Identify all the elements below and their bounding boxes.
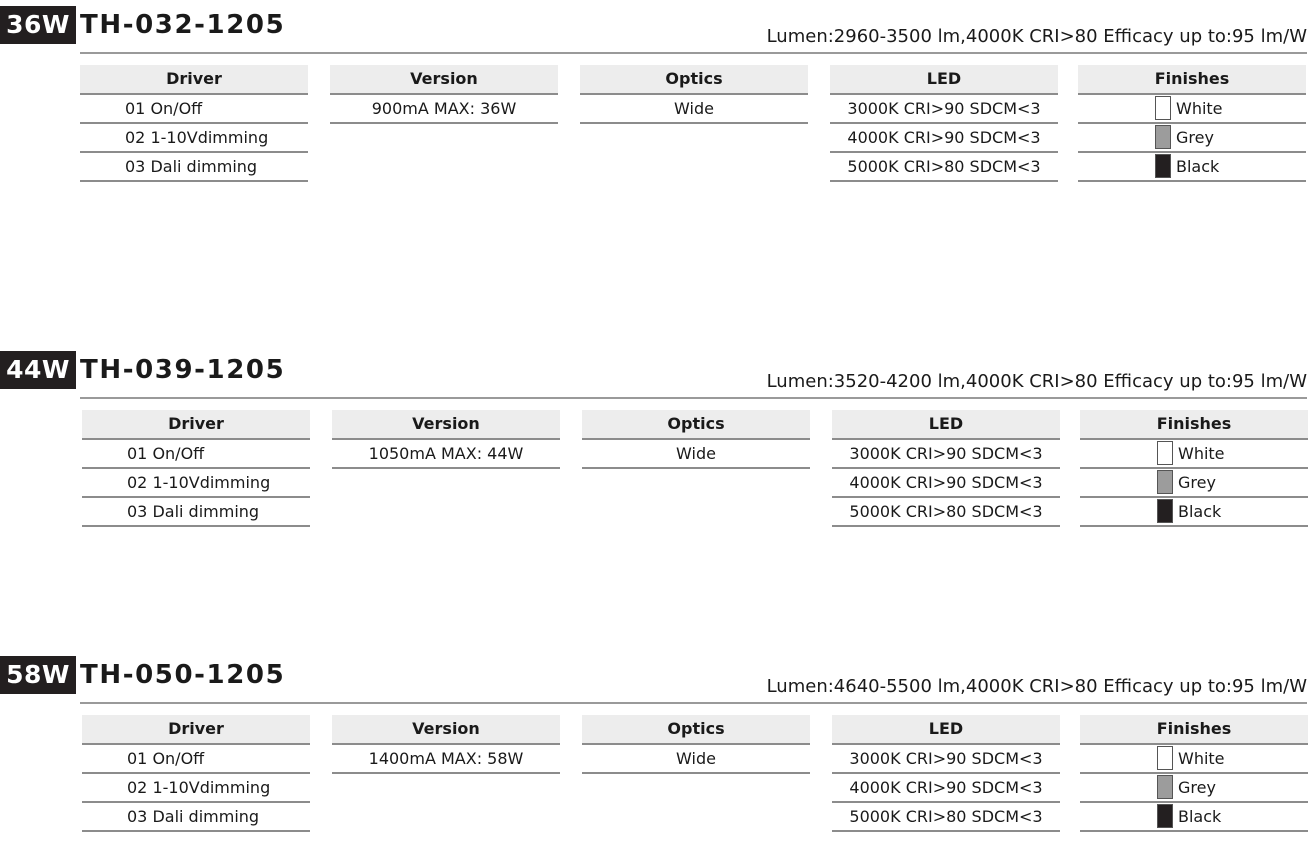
led-option: 5000K CRI>80 SDCM<3 bbox=[832, 803, 1060, 832]
grey-swatch-icon bbox=[1157, 470, 1173, 494]
power-badge: 44W bbox=[0, 351, 76, 389]
finish-label: Grey bbox=[1178, 778, 1216, 797]
version-column bbox=[332, 715, 560, 774]
led-option: 3000K CRI>90 SDCM<3 bbox=[832, 745, 1060, 774]
led-header: LED bbox=[830, 65, 1058, 95]
spec-section bbox=[0, 6, 1313, 196]
finishes-column bbox=[1080, 715, 1308, 832]
lumen-spec: Lumen:3520-4200 lm,4000K CRI>80 Efficacy up to:95 lm/W bbox=[766, 371, 1307, 392]
finish-label: Black bbox=[1178, 807, 1222, 826]
optics-header: Optics bbox=[580, 65, 808, 95]
title-divider bbox=[80, 52, 1307, 54]
optics-column bbox=[582, 715, 810, 774]
led-option: 5000K CRI>80 SDCM<3 bbox=[832, 498, 1060, 527]
finish-option bbox=[1080, 774, 1308, 803]
spec-section bbox=[0, 351, 1313, 541]
optics-value: Wide bbox=[580, 95, 808, 124]
grey-swatch-icon bbox=[1157, 775, 1173, 799]
finish-label: White bbox=[1178, 749, 1225, 768]
optics-value: Wide bbox=[582, 745, 810, 774]
driver-column bbox=[80, 65, 308, 182]
version-header: Version bbox=[330, 65, 558, 95]
spec-section bbox=[0, 656, 1313, 846]
finish-option bbox=[1080, 440, 1308, 469]
optics-column bbox=[582, 410, 810, 469]
led-column bbox=[832, 715, 1060, 832]
driver-header: Driver bbox=[80, 65, 308, 95]
driver-option: 03 Dali dimming bbox=[80, 153, 308, 182]
driver-header: Driver bbox=[82, 715, 310, 745]
white-swatch-icon bbox=[1155, 96, 1171, 120]
grey-swatch-icon bbox=[1155, 125, 1171, 149]
driver-option: 03 Dali dimming bbox=[82, 803, 310, 832]
model-number: TH-039-1205 bbox=[80, 355, 286, 385]
led-header: LED bbox=[832, 410, 1060, 440]
finish-label: Black bbox=[1178, 502, 1222, 521]
finish-option bbox=[1078, 95, 1306, 124]
lumen-spec: Lumen:2960-3500 lm,4000K CRI>80 Efficacy up to:95 lm/W bbox=[766, 26, 1307, 47]
led-option: 3000K CRI>90 SDCM<3 bbox=[830, 95, 1058, 124]
led-option: 5000K CRI>80 SDCM<3 bbox=[830, 153, 1058, 182]
led-column bbox=[832, 410, 1060, 527]
finish-option bbox=[1078, 153, 1306, 182]
finish-label: White bbox=[1178, 444, 1225, 463]
led-header: LED bbox=[832, 715, 1060, 745]
finishes-column bbox=[1080, 410, 1308, 527]
finish-label: Grey bbox=[1176, 128, 1214, 147]
optics-header: Optics bbox=[582, 410, 810, 440]
led-option: 4000K CRI>90 SDCM<3 bbox=[832, 469, 1060, 498]
white-swatch-icon bbox=[1157, 746, 1173, 770]
finish-option bbox=[1080, 498, 1308, 527]
driver-option: 01 On/Off bbox=[82, 745, 310, 774]
title-divider bbox=[80, 702, 1307, 704]
led-option: 3000K CRI>90 SDCM<3 bbox=[832, 440, 1060, 469]
optics-value: Wide bbox=[582, 440, 810, 469]
driver-header: Driver bbox=[82, 410, 310, 440]
finish-label: White bbox=[1176, 99, 1223, 118]
finishes-header: Finishes bbox=[1080, 715, 1308, 745]
driver-option: 02 1-10Vdimming bbox=[80, 124, 308, 153]
version-header: Version bbox=[332, 410, 560, 440]
driver-column bbox=[82, 410, 310, 527]
driver-option: 01 On/Off bbox=[80, 95, 308, 124]
finishes-header: Finishes bbox=[1080, 410, 1308, 440]
model-number: TH-050-1205 bbox=[80, 660, 286, 690]
driver-option: 03 Dali dimming bbox=[82, 498, 310, 527]
black-swatch-icon bbox=[1157, 804, 1173, 828]
driver-option: 02 1-10Vdimming bbox=[82, 774, 310, 803]
finishes-column bbox=[1078, 65, 1306, 182]
driver-option: 01 On/Off bbox=[82, 440, 310, 469]
optics-header: Optics bbox=[582, 715, 810, 745]
driver-option: 02 1-10Vdimming bbox=[82, 469, 310, 498]
version-column bbox=[332, 410, 560, 469]
led-option: 4000K CRI>90 SDCM<3 bbox=[832, 774, 1060, 803]
version-value: 1400mA MAX: 58W bbox=[332, 745, 560, 774]
power-badge: 36W bbox=[0, 6, 76, 44]
model-number: TH-032-1205 bbox=[80, 10, 286, 40]
driver-column bbox=[82, 715, 310, 832]
led-option: 4000K CRI>90 SDCM<3 bbox=[830, 124, 1058, 153]
title-divider bbox=[80, 397, 1307, 399]
led-column bbox=[830, 65, 1058, 182]
finish-label: Black bbox=[1176, 157, 1220, 176]
power-badge: 58W bbox=[0, 656, 76, 694]
finish-label: Grey bbox=[1178, 473, 1216, 492]
finishes-header: Finishes bbox=[1078, 65, 1306, 95]
finish-option bbox=[1080, 745, 1308, 774]
finish-option bbox=[1080, 469, 1308, 498]
finish-option bbox=[1078, 124, 1306, 153]
version-header: Version bbox=[332, 715, 560, 745]
black-swatch-icon bbox=[1157, 499, 1173, 523]
version-value: 900mA MAX: 36W bbox=[330, 95, 558, 124]
version-column bbox=[330, 65, 558, 124]
black-swatch-icon bbox=[1155, 154, 1171, 178]
lumen-spec: Lumen:4640-5500 lm,4000K CRI>80 Efficacy up to:95 lm/W bbox=[766, 676, 1307, 697]
optics-column bbox=[580, 65, 808, 124]
finish-option bbox=[1080, 803, 1308, 832]
version-value: 1050mA MAX: 44W bbox=[332, 440, 560, 469]
white-swatch-icon bbox=[1157, 441, 1173, 465]
